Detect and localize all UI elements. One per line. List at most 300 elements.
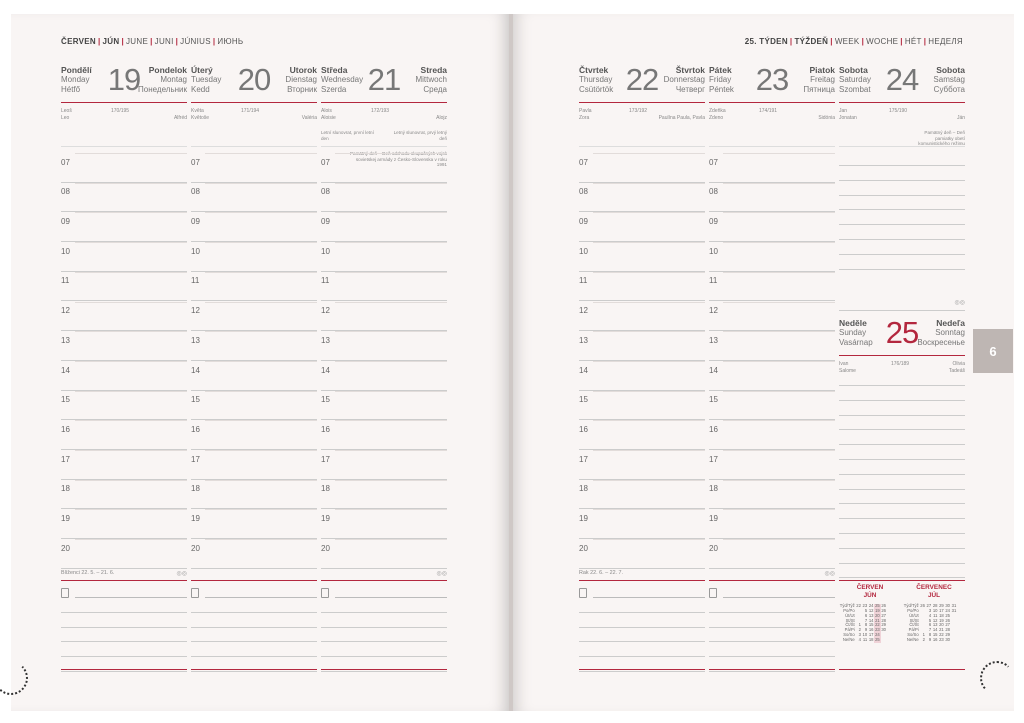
sunday-line[interactable] <box>839 429 965 430</box>
note-line[interactable] <box>75 597 187 598</box>
half-hour-line <box>593 539 705 540</box>
month-grid <box>903 604 957 642</box>
hour-row[interactable] <box>579 480 705 510</box>
hour-label: 13 <box>579 335 588 345</box>
hour-row[interactable] <box>191 212 317 242</box>
hour-row[interactable] <box>61 272 187 302</box>
note-line[interactable] <box>61 671 187 672</box>
hour-label: 17 <box>709 454 718 464</box>
half-hour-line <box>723 361 835 362</box>
day-number: 25 <box>885 315 919 350</box>
half-hour-line <box>335 361 447 362</box>
day-header-rule <box>191 102 317 103</box>
saturday-line[interactable] <box>839 180 965 181</box>
hour-row[interactable] <box>321 331 447 361</box>
calendar-cell: Po/Po <box>907 607 919 613</box>
half-hour-line <box>593 331 705 332</box>
note-line[interactable] <box>321 627 447 628</box>
hour-label: 18 <box>709 484 718 494</box>
note-line[interactable] <box>335 597 447 598</box>
month-title: ČERVEN <box>856 584 884 591</box>
hour-row[interactable] <box>709 391 835 421</box>
hour-row[interactable] <box>321 272 447 302</box>
calendar-cell: Týd/Týž <box>839 603 855 609</box>
hour-label: 11 <box>579 276 588 286</box>
note-line[interactable] <box>709 612 835 613</box>
hour-label: 11 <box>709 276 718 286</box>
day-name-slovak: Pondelok <box>148 65 187 75</box>
sunday-line[interactable] <box>839 563 965 564</box>
hour-row[interactable] <box>61 212 187 242</box>
calendar-cell: 30 <box>945 603 951 609</box>
hour-row[interactable] <box>579 272 705 302</box>
calendar-week-row <box>903 638 957 643</box>
hour-row[interactable] <box>191 183 317 213</box>
hour-row[interactable] <box>191 153 317 183</box>
hour-row[interactable] <box>709 272 835 302</box>
day-name-russian: Понедельник <box>138 84 187 94</box>
calendar-cell: 21 <box>939 627 944 633</box>
note-line[interactable] <box>61 641 187 642</box>
hour-row[interactable] <box>61 509 187 539</box>
calendar-cell: 7 <box>928 627 932 633</box>
calendar-cell: 15 <box>868 622 874 628</box>
half-hour-line <box>723 391 835 392</box>
calendar-cell: 11 <box>933 612 938 618</box>
hour-row[interactable] <box>61 153 187 183</box>
day-of-year: 176/189 <box>891 361 910 367</box>
hour-label: 14 <box>579 365 588 375</box>
calendar-cell: Ne/Ne <box>842 636 855 642</box>
day-of-year: 174/191 <box>759 108 778 114</box>
hour-row[interactable] <box>579 391 705 421</box>
note-line[interactable] <box>321 612 447 613</box>
hour-label: 07 <box>709 157 718 167</box>
half-hour-line <box>335 450 447 451</box>
hour-row[interactable] <box>579 361 705 391</box>
moon-phase-icon: ◎◎ <box>176 571 187 577</box>
sunday-line[interactable] <box>839 459 965 460</box>
half-hour-line <box>593 509 705 510</box>
hour-row[interactable] <box>321 183 447 213</box>
hour-label: 10 <box>709 246 718 256</box>
hour-label: 20 <box>61 543 70 553</box>
calendar-cell: 9 <box>864 627 868 633</box>
half-hour-line <box>335 539 447 540</box>
note-line[interactable] <box>191 656 317 657</box>
calendar-cell: 15 <box>932 631 938 637</box>
day-name-slovak: Piatok <box>809 65 835 75</box>
hour-row[interactable] <box>321 242 447 272</box>
day-name-russian: Суббота <box>933 84 965 94</box>
note-line[interactable] <box>191 671 317 672</box>
hour-row[interactable] <box>61 242 187 272</box>
moon-phase-icon: ◎◎ <box>954 300 965 306</box>
hour-label: 16 <box>709 424 718 434</box>
day-name-hungarian: Szerda <box>321 84 347 94</box>
month-grid <box>839 604 887 642</box>
calendar-cell: 4 <box>928 612 932 618</box>
hour-row[interactable] <box>709 153 835 183</box>
month-name-en: JUNE <box>126 37 149 46</box>
sunday-line[interactable] <box>839 400 965 401</box>
calendar-cell: Ne/Ne <box>906 636 919 642</box>
half-hour-line <box>593 153 705 154</box>
half-hour-line <box>593 212 705 213</box>
half-hour-line <box>593 480 705 481</box>
note-line[interactable] <box>579 612 705 613</box>
calendar-cell: 2 <box>858 627 861 633</box>
half-hour-line <box>205 361 317 362</box>
hour-row[interactable] <box>191 272 317 302</box>
saturday-line[interactable] <box>839 224 965 225</box>
hour-row[interactable] <box>191 509 317 539</box>
half-hour-line <box>723 480 835 481</box>
hour-row[interactable] <box>709 242 835 272</box>
nameday-sk: Ján <box>956 115 965 121</box>
hour-row[interactable] <box>191 242 317 272</box>
day-of-year: 173/192 <box>629 108 648 114</box>
hour-row[interactable] <box>709 331 835 361</box>
hour-label: 19 <box>61 514 70 524</box>
hour-row[interactable] <box>191 302 317 332</box>
nameday-cz-2: Leo <box>61 115 70 121</box>
hour-label: 09 <box>709 217 718 227</box>
note-line[interactable] <box>579 671 705 672</box>
day-names-right <box>664 66 705 94</box>
hour-row[interactable] <box>191 450 317 480</box>
half-hour-line <box>205 153 317 154</box>
half-hour-line <box>75 183 187 184</box>
day-name-russian: Пятница <box>803 84 835 94</box>
day-bottom-rule <box>61 669 187 670</box>
note-line[interactable] <box>205 597 317 598</box>
hour-row[interactable] <box>579 212 705 242</box>
hour-row[interactable] <box>579 509 705 539</box>
hour-row[interactable] <box>61 302 187 332</box>
sunday-line[interactable] <box>839 489 965 490</box>
note-line[interactable] <box>191 612 317 613</box>
calendar-cell: Čt/Št <box>845 622 855 628</box>
nameday-sk: Sidónia <box>818 115 835 121</box>
half-hour-line <box>205 331 317 332</box>
hour-row[interactable] <box>61 450 187 480</box>
hour-row[interactable] <box>61 183 187 213</box>
hour-row[interactable] <box>61 361 187 391</box>
hour-label: 12 <box>709 306 718 316</box>
calendar-top-rule <box>839 580 965 581</box>
hour-line <box>709 568 835 569</box>
hour-label: 19 <box>709 514 718 524</box>
note-line[interactable] <box>579 656 705 657</box>
calendar-cell: 26 <box>920 603 925 609</box>
nameday-cz-2: Jonatan <box>839 115 857 121</box>
day-name-english: Friday <box>709 75 732 85</box>
calendar-cell <box>951 638 957 643</box>
memorial-note-sk: sovietskej armády z Česko-Slovenska v roku 1991 <box>355 156 447 168</box>
sunday-line[interactable] <box>839 444 965 445</box>
saturday-line[interactable] <box>839 254 965 255</box>
half-hour-line <box>723 420 835 421</box>
hour-row[interactable] <box>579 153 705 183</box>
calendar-cell: 13 <box>868 612 874 618</box>
hour-label: 18 <box>579 484 588 494</box>
calendar-cell: 1 <box>858 622 861 628</box>
hour-row[interactable] <box>709 183 835 213</box>
nameday-cz-2: Zora <box>579 115 590 121</box>
hour-row[interactable] <box>321 420 447 450</box>
note-line[interactable] <box>579 641 705 642</box>
hour-row[interactable] <box>321 539 447 569</box>
note-line[interactable] <box>709 627 835 628</box>
saturday-line[interactable] <box>839 209 965 210</box>
half-hour-line <box>723 302 835 303</box>
calendar-cell: 7 <box>864 617 868 623</box>
calendar-cell: 24 <box>868 603 874 609</box>
hour-row[interactable] <box>321 302 447 332</box>
hour-label: 10 <box>321 246 330 256</box>
hour-label: 12 <box>191 306 200 316</box>
note-line[interactable] <box>321 641 447 642</box>
calendar-july <box>903 584 965 643</box>
day-name-primary: Sobota <box>839 65 868 75</box>
sunday-line[interactable] <box>839 503 965 504</box>
hour-label: 18 <box>191 484 200 494</box>
half-hour-line <box>593 183 705 184</box>
hour-label: 13 <box>61 335 70 345</box>
day-name-english: Saturday <box>839 75 872 85</box>
day-name-hungarian: Hétfő <box>61 84 81 94</box>
note-line[interactable] <box>191 641 317 642</box>
saturday-line[interactable] <box>839 165 965 166</box>
day-name-primary: Neděle <box>839 318 867 328</box>
calendar-cell: 26 <box>945 617 951 623</box>
sunday-line[interactable] <box>839 474 965 475</box>
hour-row[interactable] <box>61 391 187 421</box>
sunday-line[interactable] <box>839 415 965 416</box>
nameday-cz: Zdeňka <box>709 108 726 114</box>
note-document-icon <box>709 588 717 598</box>
notes-rule-red <box>191 580 317 581</box>
half-hour-line <box>723 272 835 273</box>
hour-row[interactable] <box>709 539 835 569</box>
note-line[interactable] <box>191 627 317 628</box>
calendar-cell: 8 <box>864 622 868 628</box>
calendar-cell: 27 <box>926 603 932 609</box>
calendar-june <box>839 584 901 643</box>
hour-row[interactable] <box>321 509 447 539</box>
day-name-hungarian: Csütörtök <box>579 84 614 94</box>
calendar-cell: 27 <box>945 622 951 628</box>
half-hour-line <box>75 450 187 451</box>
day-column <box>321 64 447 690</box>
note-line[interactable] <box>321 671 447 672</box>
notes-rule <box>191 146 317 147</box>
calendar-cell: 5 <box>864 607 868 613</box>
book-gutter <box>509 14 513 711</box>
half-hour-line <box>205 391 317 392</box>
day-of-year: 175/190 <box>889 108 908 114</box>
note-line[interactable] <box>709 641 835 642</box>
calendar-cell: 20 <box>939 622 944 628</box>
day-name-primary: Středa <box>321 65 348 75</box>
hour-row[interactable] <box>579 302 705 332</box>
sunday-line[interactable] <box>839 533 965 534</box>
moon-phase-icon: ◎◎ <box>824 571 835 577</box>
note-line[interactable] <box>321 656 447 657</box>
half-hour-line <box>205 242 317 243</box>
hour-row[interactable] <box>321 391 447 421</box>
half-hour-line <box>723 450 835 451</box>
day-bottom-rule <box>709 669 835 670</box>
day-names-right <box>933 66 965 94</box>
calendar-cell: 17 <box>868 631 874 637</box>
calendar-cell: 10 <box>862 631 868 637</box>
month-subtitle: JÚN <box>863 591 877 599</box>
hour-row[interactable] <box>579 331 705 361</box>
calendar-cell: 9 <box>928 636 932 642</box>
hour-row[interactable] <box>579 183 705 213</box>
hour-row[interactable] <box>579 539 705 569</box>
hour-row[interactable] <box>61 539 187 569</box>
calendar-cell: 30 <box>881 627 887 633</box>
hour-line <box>61 568 187 569</box>
zodiac-cancer: Rak 22. 6. – 22. 7. <box>579 570 624 576</box>
day-name-english: Sunday <box>839 328 867 338</box>
day-bottom-rule <box>579 669 705 670</box>
hour-row[interactable] <box>321 212 447 242</box>
note-line[interactable] <box>723 597 835 598</box>
half-hour-line <box>75 212 187 213</box>
hour-row[interactable] <box>61 331 187 361</box>
hour-row[interactable] <box>191 361 317 391</box>
half-hour-line <box>75 509 187 510</box>
day-of-year: 172/193 <box>371 108 390 114</box>
nameday-cz-2: Květoše <box>191 115 210 121</box>
hour-row[interactable] <box>191 331 317 361</box>
hour-label: 07 <box>61 157 70 167</box>
hour-label: 17 <box>579 454 588 464</box>
hour-row[interactable] <box>191 480 317 510</box>
notes-rule <box>61 146 187 147</box>
half-hour-line <box>75 272 187 273</box>
nameday-sk: Alfréd <box>173 115 187 121</box>
hour-label: 17 <box>191 454 200 464</box>
day-name-english: Thursday <box>579 75 613 85</box>
hour-row[interactable] <box>579 242 705 272</box>
hour-row[interactable] <box>321 450 447 480</box>
note-line[interactable] <box>709 671 835 672</box>
note-line[interactable] <box>61 627 187 628</box>
day-names-right <box>415 66 447 94</box>
hour-label: 15 <box>579 395 588 405</box>
half-hour-line <box>335 420 447 421</box>
hour-label: 16 <box>321 424 330 434</box>
calendar-cell: St/St <box>909 617 919 623</box>
saturday-line[interactable] <box>839 269 965 270</box>
hour-row[interactable] <box>709 302 835 332</box>
nameday-cz: Jan <box>839 108 848 114</box>
note-document-icon <box>321 588 329 598</box>
half-hour-line <box>335 212 447 213</box>
calendar-cell: Út/Ut <box>909 612 919 618</box>
note-line[interactable] <box>593 597 705 598</box>
notes-rule-red <box>579 580 705 581</box>
hour-row[interactable] <box>191 539 317 569</box>
hour-row[interactable] <box>709 509 835 539</box>
hour-row[interactable] <box>321 361 447 391</box>
calendar-cell: 30 <box>945 636 951 642</box>
day-name-german: Sonntag <box>935 328 965 338</box>
sunday-line[interactable] <box>839 577 965 578</box>
saturday-line[interactable] <box>839 239 965 240</box>
half-hour-line <box>205 450 317 451</box>
day-name-hungarian: Péntek <box>709 84 734 94</box>
hour-row[interactable] <box>321 480 447 510</box>
hour-row[interactable] <box>191 420 317 450</box>
sunday-line[interactable] <box>839 385 965 386</box>
calendar-cell: 2 <box>922 636 925 642</box>
hour-row[interactable] <box>709 212 835 242</box>
half-hour-line <box>723 153 835 154</box>
hour-label: 10 <box>61 246 70 256</box>
calendar-cell: 28 <box>945 627 951 633</box>
mini-calendar <box>839 580 965 670</box>
week-name-cz: 25. TÝDEN <box>744 37 788 46</box>
day-header-rule <box>579 102 705 103</box>
nameday-cz: Alois <box>321 108 332 114</box>
hour-row[interactable] <box>61 420 187 450</box>
hour-row[interactable] <box>579 450 705 480</box>
calendar-cell: 26 <box>881 607 887 613</box>
half-hour-line <box>205 539 317 540</box>
saturday-line[interactable] <box>839 195 965 196</box>
day-name-german: Dienstag <box>285 75 317 85</box>
calendar-cell: 4 <box>858 636 861 642</box>
day-name-primary: Pátek <box>709 65 732 75</box>
note-line[interactable] <box>579 627 705 628</box>
hour-label: 12 <box>579 306 588 316</box>
calendar-cell: 16 <box>932 636 938 642</box>
hour-label: 07 <box>191 157 200 167</box>
calendar-bottom-rule <box>839 669 965 670</box>
week-name-ru: НЕДЕЛЯ <box>928 37 963 46</box>
hour-row[interactable] <box>191 391 317 421</box>
hour-row[interactable] <box>709 361 835 391</box>
month-name-ru: ИЮНЬ <box>217 37 244 46</box>
day-bottom-rule <box>321 669 447 670</box>
note-line[interactable] <box>61 612 187 613</box>
sunday-line[interactable] <box>839 548 965 549</box>
hour-row[interactable] <box>579 420 705 450</box>
hour-row[interactable] <box>709 450 835 480</box>
half-hour-line <box>593 302 705 303</box>
hour-label: 13 <box>321 335 330 345</box>
half-hour-line <box>205 480 317 481</box>
note-line[interactable] <box>709 656 835 657</box>
notes-rule-red <box>321 580 447 581</box>
note-line[interactable] <box>61 656 187 657</box>
zodiac-gemini: Blíženci 22. 5. – 21. 6. <box>61 570 115 576</box>
month-tab[interactable]: 6 <box>973 329 1013 373</box>
hour-row[interactable] <box>709 480 835 510</box>
hour-row[interactable] <box>321 153 447 183</box>
hour-row[interactable] <box>709 420 835 450</box>
hour-line <box>579 568 705 569</box>
hour-row[interactable] <box>61 480 187 510</box>
sunday-line[interactable] <box>839 518 965 519</box>
half-hour-line <box>723 242 835 243</box>
